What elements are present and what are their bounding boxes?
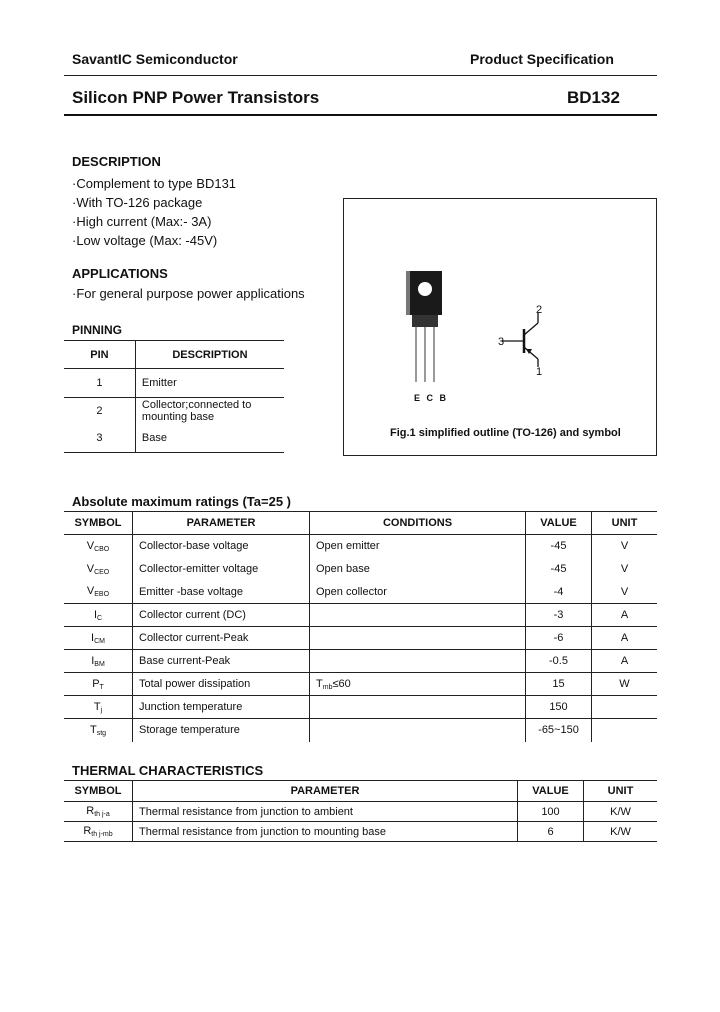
abs-max-table <box>64 511 657 742</box>
value-cell: -4 <box>526 581 592 604</box>
parameter-cell: Thermal resistance from junction to mounting base <box>133 822 518 842</box>
symbol-cell: $I_C$ <box>64 604 133 627</box>
document-type: Product Specification <box>470 51 614 67</box>
symbol-cell: $V_{CBO}$ <box>64 535 133 558</box>
figure-caption: Fig.1 simplified outline (TO-126) and symbol <box>390 427 621 439</box>
conditions-cell <box>310 604 526 627</box>
thermal-heading: THERMAL CHARACTERISTICS <box>72 763 264 778</box>
value-cell: 100 <box>518 802 584 822</box>
applications-item: ·For general purpose power applications <box>72 286 305 301</box>
symbol-cell: $T_j$ <box>64 696 133 719</box>
conditions-cell: $T_{mb}\le 60$ <box>310 673 526 696</box>
description-item: ·Complement to type BD131 <box>72 176 237 191</box>
table-row <box>64 650 657 673</box>
unit-cell: V <box>620 585 629 598</box>
table-row <box>64 822 657 842</box>
description-list <box>72 174 236 250</box>
pin-number: 3 <box>64 425 135 453</box>
table-row <box>64 673 657 696</box>
company-name: SavantIC Semiconductor <box>72 51 238 67</box>
symbol-pin2-label: 2 <box>536 304 543 316</box>
table-row <box>64 558 657 581</box>
value-cell: -6 <box>526 627 592 650</box>
col-value: VALUE <box>518 781 584 802</box>
conditions-cell: Open emitter <box>310 535 526 558</box>
col-unit: UNIT <box>607 785 634 797</box>
unit-cell <box>592 719 658 742</box>
symbol-cell: $P_T$ <box>64 673 133 696</box>
to126-package-drawing <box>402 269 450 389</box>
table-row <box>64 719 657 742</box>
parameter-cell: Collector-base voltage <box>133 535 310 558</box>
unit-cell: W <box>619 678 630 690</box>
part-number: BD132 <box>567 88 620 107</box>
unit-cell: A <box>620 655 629 667</box>
product-family: Silicon PNP Power Transistors <box>72 88 320 107</box>
value-cell: -45 <box>526 558 592 581</box>
pinning-col-desc: DESCRIPTION <box>172 348 248 361</box>
conditions-cell <box>310 650 526 673</box>
figure-box <box>343 198 657 456</box>
table-row <box>64 581 657 604</box>
parameter-cell: Total power dissipation <box>133 673 310 696</box>
parameter-cell: Junction temperature <box>133 696 310 719</box>
description-item: ·Low voltage (Max: -45V) <box>72 233 218 248</box>
description-item: ·With TO-126 package <box>72 195 203 210</box>
unit-cell <box>592 696 658 719</box>
parameter-cell: Collector current (DC) <box>133 604 310 627</box>
value-cell: 6 <box>518 822 584 842</box>
pinning-heading: PINNING <box>72 323 123 337</box>
conditions-cell: Open base <box>310 558 526 581</box>
value-cell: -3 <box>526 604 592 627</box>
pin-number: 1 <box>64 369 135 398</box>
symbol-pin3-label: 3 <box>498 336 505 348</box>
description-item: ·High current (Max:- 3A) <box>72 214 212 229</box>
table-row <box>64 604 657 627</box>
pin-description: Collector;connected to mounting base <box>141 399 252 424</box>
symbol-cell: $I_{BM}$ <box>64 650 133 673</box>
parameter-cell: Collector-emitter voltage <box>133 558 310 581</box>
symbol-cell: $R_{th j-mb}$ <box>64 822 133 842</box>
applications-heading: APPLICATIONS <box>72 266 168 281</box>
parameter-cell: Collector current-Peak <box>133 627 310 650</box>
pinning-table <box>64 340 284 453</box>
pin-number: 2 <box>64 398 135 425</box>
col-unit: UNIT <box>611 517 638 529</box>
conditions-cell: Open collector <box>310 581 526 604</box>
symbol-cell: $V_{CEO}$ <box>64 558 133 581</box>
symbol-cell: $R_{th j-a}$ <box>64 802 133 822</box>
description-heading: DESCRIPTION <box>72 154 161 169</box>
table-row <box>64 802 657 822</box>
symbol-pin1-label: 1 <box>536 366 543 378</box>
conditions-cell <box>310 627 526 650</box>
symbol-cell: $I_{CM}$ <box>64 627 133 650</box>
value-cell: -0.5 <box>526 650 592 673</box>
abs-max-heading: Absolute maximum ratings (Ta=25 ) <box>72 494 292 509</box>
unit-cell: V <box>620 540 629 553</box>
header-rule <box>64 75 657 76</box>
table-row <box>64 425 284 453</box>
pinning-col-pin: PIN <box>64 341 135 369</box>
conditions-cell <box>310 696 526 719</box>
col-symbol: SYMBOL <box>64 512 133 535</box>
col-conditions: CONDITIONS <box>310 512 526 535</box>
table-row <box>64 398 284 425</box>
symbol-cell: $T_{stg}$ <box>64 719 133 742</box>
pin-description: Base <box>141 432 167 445</box>
package-pin-labels: E C B <box>414 393 449 403</box>
parameter-cell: Emitter -base voltage <box>133 581 310 604</box>
value-cell: -45 <box>526 535 592 558</box>
col-parameter: PARAMETER <box>133 512 310 535</box>
table-row <box>64 535 657 558</box>
value-cell: -65~150 <box>526 719 592 742</box>
col-symbol: SYMBOL <box>64 781 133 802</box>
value-cell: 150 <box>526 696 592 719</box>
table-row <box>64 696 657 719</box>
unit-cell: K/W <box>610 805 631 818</box>
parameter-cell: Thermal resistance from junction to ambient <box>133 802 518 822</box>
unit-cell: A <box>620 609 629 621</box>
col-parameter: PARAMETER <box>133 781 518 802</box>
unit-cell: V <box>620 563 629 575</box>
conditions-cell <box>310 719 526 742</box>
col-value: VALUE <box>526 512 592 535</box>
table-row <box>64 369 284 398</box>
unit-cell: A <box>620 632 629 644</box>
parameter-cell: Storage temperature <box>133 719 310 742</box>
thermal-table <box>64 780 657 842</box>
symbol-cell: $V_{EBO}$ <box>64 581 133 604</box>
pin-description: Emitter <box>141 377 177 389</box>
title-rule <box>64 114 657 116</box>
value-cell: 15 <box>526 673 592 696</box>
unit-cell: K/W <box>610 825 631 838</box>
table-row <box>64 627 657 650</box>
parameter-cell: Base current-Peak <box>133 650 310 673</box>
